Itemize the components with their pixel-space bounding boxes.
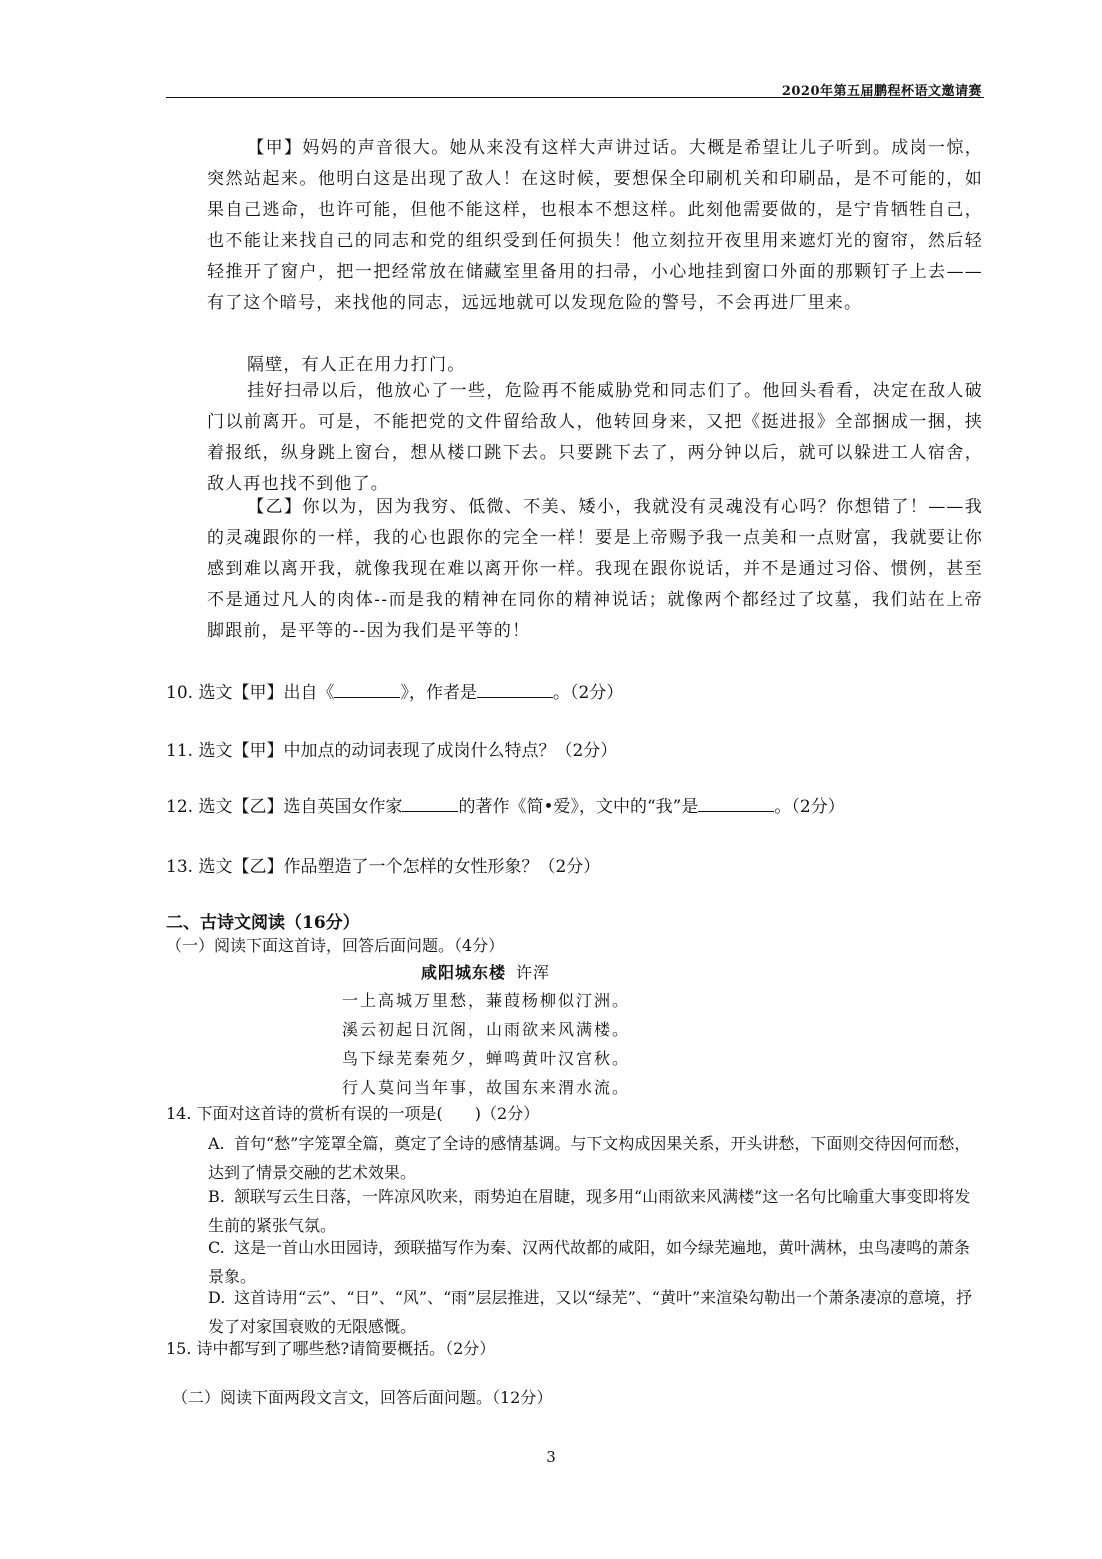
option-a[interactable]: A. 首句“愁”字笼罩全篇，奠定了全诗的感情基调。与下文构成因果关系，开头讲愁，下面则交待因何而愁，达到了情景交融的艺术效果。 [208,1134,971,1182]
question-11: 11. 选文【甲】中加点的动词表现了成岗什么特点？（2分） [166,741,618,761]
section-2-title: 二、古诗文阅读（16分） [166,913,360,933]
answer-blank[interactable] [477,683,553,698]
poem-line: 行人莫问当年事，故国东来渭水流。 [342,1078,631,1097]
poem-title: 咸阳城东楼 许浑 [421,963,551,982]
answer-blank[interactable] [402,797,458,812]
header-rule [166,97,984,98]
page-number: 3 [546,1448,556,1466]
question-13: 13. 选文【乙】作品塑造了一个怎样的女性形象？（2分） [166,857,601,877]
option-d[interactable]: D. 这首诗用“云”、“日”、“风”、“雨”层层推进，又以“绿芜”、“黄叶”来渲染勾勒出一个萧条凄凉的意境，抒发了对家国衰败的无限感慨。 [208,1288,973,1336]
option-b[interactable]: B. 颔联写云生日落，一阵凉风吹来，雨势迫在眉睫，现多用“山雨欲来风满楼”这一名句比喻重大事变即将发生前的紧张气氛。 [208,1187,971,1235]
passage-jia-paragraph-2: 隔壁，有人正在用力打门。 [247,355,466,375]
passage-yi-paragraph: 【乙】你以为，因为我穷、低微、不美、矮小，我就没有灵魂没有心吗？你想错了！——我的灵魂跟你的一样，我的心也跟你的完全一样！要是上帝赐予我一点美和一点财富，我就要让你感到难以离开我，就像我现在难以离开你一样。我现在跟你说话，并不是通过习俗、惯例，甚至不是通过凡人的肉体--而是我的精神在同你的精神说话；就像两个都经过了坟墓，我们站在上帝脚跟前，是平等的--因为我们是平等的！ [207,497,983,641]
answer-blank[interactable] [698,797,774,812]
header-title: 2020年第五届鹏程杯语文邀请赛 [781,84,982,99]
poem-line: 一上高城万里愁，蒹葭杨柳似汀洲。 [342,991,631,1010]
option-c[interactable]: C. 这是一首山水田园诗，颈联描写作为秦、汉两代故都的咸阳，如今绿芜遍地，黄叶满林，虫鸟凄鸣的萧条景象。 [208,1238,971,1286]
question-14: 14. 下面对这首诗的赏析有误的一项是( )（2分） [166,1104,540,1123]
question-10: 10. 选文【甲】出自《 》，作者是 。（2分） [166,683,624,703]
poem-author: 许浑 [516,963,551,982]
poem-line: 溪云初起日沉阁，山雨欲来风满楼。 [342,1020,631,1039]
question-15: 15. 诗中都写到了哪些愁?请简要概括。（2分） [166,1339,496,1358]
section-2-sub-2: （二）阅读下面两段文言文，回答后面问题。（12分） [172,1388,553,1407]
passage-jia-paragraph-1: 【甲】妈妈的声音很大。她从来没有这样大声讲过话。大概是希望让儿子听到。成岗一惊，突然站起来。他明白这是出现了敌人！在这时候，要想保全印刷机关和印刷品，是不可能的，如果自己逃命，也许可能，但他不能这样，也根本不想这样。此刻他需要做的，是宁肯牺牲自己，也不能让来找自己的同志和党的组织受到任何损失！他立刻拉开夜里用来遮灯光的窗帘，然后轻轻推开了窗户，把一把经常放在储藏室里备用的扫帚，小心地挂到窗口外面的那颗钉子上去——有了这个暗号，来找他的同志，远远地就可以发现危险的警号，不会再进厂里来。 [207,138,983,313]
section-2-sub-1: （一）阅读下面这首诗，回答后面问题。（4分） [166,936,505,955]
poem-line: 鸟下绿芜秦苑夕，蝉鸣黄叶汉宫秋。 [342,1049,631,1068]
question-12: 12. 选文【乙】选自英国女作家 的著作《简•爱》，文中的“我”是 。（2分） [166,797,845,817]
passage-jia-paragraph-3: 挂好扫帚以后，他放心了一些，危险再不能威胁党和同志们了。他回头看看，决定在敌人破门以前离开。可是，不能把党的文件留给敌人，他转回身来，又把《挺进报》全部捆成一捆，挟着报纸，纵身跳上窗台，想从楼口跳下去。只要跳下去了，两分钟以后，就可以躲进工人宿舍，敌人再也找不到他了。 [207,381,983,494]
answer-blank[interactable] [334,683,400,698]
